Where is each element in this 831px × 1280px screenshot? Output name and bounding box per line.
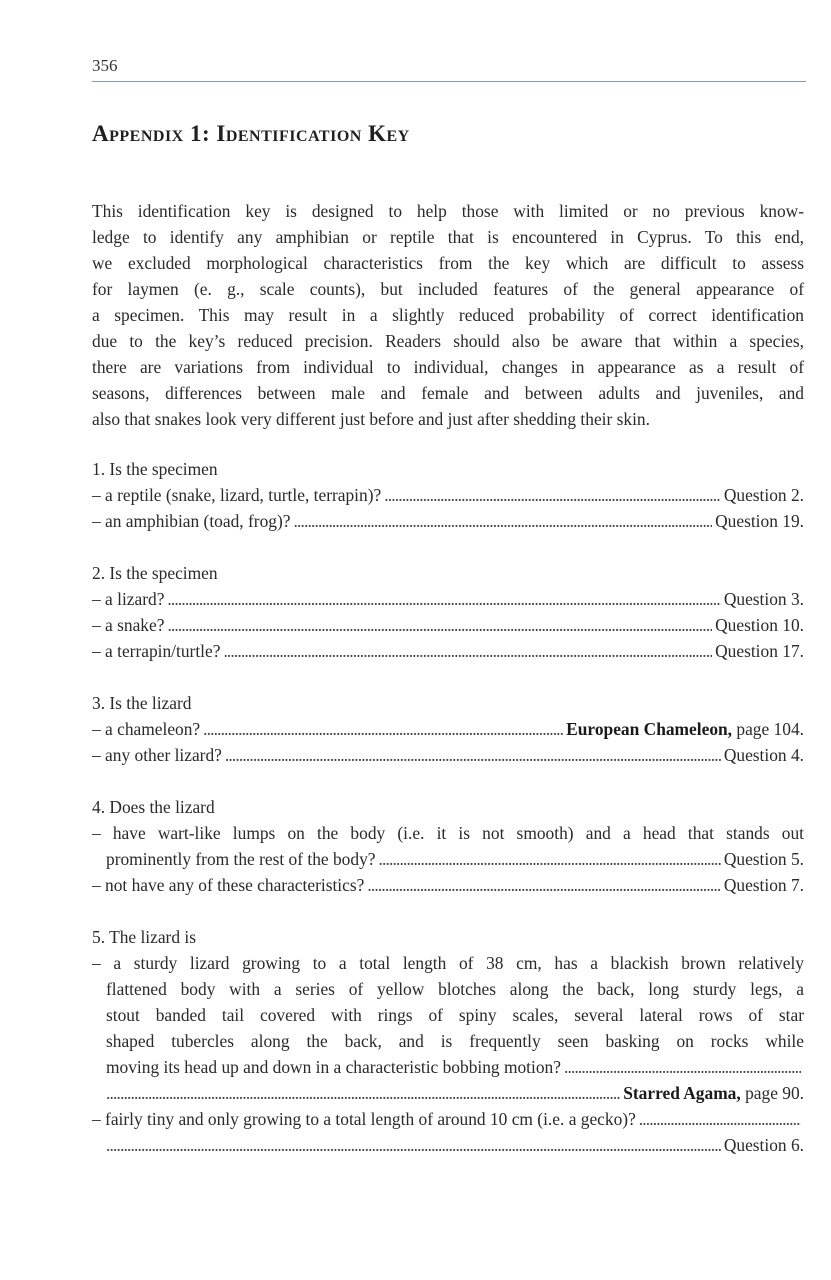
option-label: moving its head up and down in a characteristic bobbing motion? bbox=[106, 1057, 561, 1077]
option-label: – not have any of these characteristics? bbox=[92, 875, 365, 895]
key-option bbox=[92, 1080, 804, 1106]
option-text-line: stout banded tail covered with rings of spiny scales, several lateral rows of star bbox=[106, 1005, 804, 1025]
key-option bbox=[92, 612, 804, 638]
key-option bbox=[92, 1054, 804, 1080]
intro-paragraph bbox=[92, 198, 804, 432]
dot-leader bbox=[167, 612, 712, 638]
appendix-title: Appendix 1: Identification Key bbox=[92, 121, 410, 146]
key-option bbox=[92, 872, 804, 898]
option-target: Question 19. bbox=[715, 511, 804, 531]
intro-line: a specimen. This may result in a slightly reduced probability of correct identification bbox=[92, 305, 804, 325]
dot-leader bbox=[225, 742, 721, 768]
dot-leader bbox=[639, 1106, 801, 1132]
option-target: Question 3. bbox=[723, 589, 804, 609]
intro-line: due to the key’s reduced precision. Readers should also be aware that within a species, bbox=[92, 331, 804, 351]
option-label: prominently from the rest of the body? bbox=[106, 849, 376, 869]
option-target: Question 5. bbox=[723, 849, 804, 869]
option-label: – a snake? bbox=[92, 615, 165, 635]
option-text-line: flattened body with a series of yellow blotches along the back, long sturdy legs, a bbox=[106, 979, 804, 999]
key-option bbox=[92, 1132, 804, 1158]
question-heading: 1. Is the specimen bbox=[92, 459, 218, 479]
question-4 bbox=[92, 794, 804, 898]
question-3 bbox=[92, 690, 804, 768]
species-name: Starred Agama, bbox=[623, 1083, 741, 1103]
species-name: European Chameleon, bbox=[566, 719, 733, 739]
key-option bbox=[92, 586, 804, 612]
dot-leader bbox=[379, 846, 721, 872]
intro-line: also that snakes look very different just before and just after shedding their skin. bbox=[92, 409, 650, 429]
dot-leader bbox=[293, 508, 712, 534]
dot-leader bbox=[223, 638, 712, 664]
dot-leader bbox=[367, 872, 720, 898]
question-heading: 2. Is the specimen bbox=[92, 563, 218, 583]
option-target bbox=[566, 716, 804, 742]
question-heading: 5. The lizard is bbox=[92, 927, 196, 947]
question-5 bbox=[92, 924, 804, 1158]
dot-leader bbox=[203, 716, 563, 742]
dot-leader bbox=[564, 1054, 801, 1080]
option-target: Question 6. bbox=[723, 1135, 804, 1155]
option-target bbox=[623, 1080, 804, 1106]
identification-key bbox=[92, 456, 804, 1184]
option-label: – any other lizard? bbox=[92, 745, 222, 765]
option-target: Question 10. bbox=[715, 615, 804, 635]
option-label: – fairly tiny and only growing to a total length of around 10 cm (i.e. a gecko)? bbox=[92, 1109, 636, 1129]
intro-line: seasons, differences between male and female and between adults and juveniles, and bbox=[92, 383, 804, 403]
key-option bbox=[92, 846, 804, 872]
intro-line: This identification key is designed to help those with limited or no previous know- bbox=[92, 201, 804, 221]
dot-leader bbox=[106, 1132, 721, 1158]
option-text-line: – a sturdy lizard growing to a total length of 38 cm, has a blackish brown relatively bbox=[92, 953, 804, 973]
key-option bbox=[92, 742, 804, 768]
species-page: page 90. bbox=[740, 1083, 804, 1103]
option-text-line: – have wart-like lumps on the body (i.e. it is not smooth) and a head that stands out bbox=[92, 823, 804, 843]
question-heading: 3. Is the lizard bbox=[92, 693, 192, 713]
option-text-line: shaped tubercles along the back, and is frequently seen basking on rocks while bbox=[106, 1031, 804, 1051]
dot-leader bbox=[384, 482, 721, 508]
dot-leader bbox=[167, 586, 720, 612]
page-number: 356 bbox=[92, 56, 118, 75]
question-1 bbox=[92, 456, 804, 534]
species-page: page 104. bbox=[732, 719, 804, 739]
key-option bbox=[92, 1106, 804, 1132]
option-label: – a chameleon? bbox=[92, 719, 201, 739]
question-2 bbox=[92, 560, 804, 664]
option-label: – a terrapin/turtle? bbox=[92, 641, 221, 661]
option-target: Question 17. bbox=[715, 641, 804, 661]
option-label: – a lizard? bbox=[92, 589, 165, 609]
option-target: Question 4. bbox=[723, 745, 804, 765]
question-heading: 4. Does the lizard bbox=[92, 797, 215, 817]
intro-line: there are variations from individual to individual, changes in appearance as a result of bbox=[92, 357, 804, 377]
intro-line: for laymen (e. g., scale counts), but included features of the general appearance of bbox=[92, 279, 804, 299]
intro-line: we excluded morphological characteristics from the key which are difficult to assess bbox=[92, 253, 804, 273]
option-target: Question 2. bbox=[723, 485, 804, 505]
option-label: – an amphibian (toad, frog)? bbox=[92, 511, 291, 531]
key-option bbox=[92, 482, 804, 508]
key-option bbox=[92, 716, 804, 742]
option-target: Question 7. bbox=[723, 875, 804, 895]
key-option bbox=[92, 508, 804, 534]
dot-leader bbox=[106, 1080, 620, 1106]
key-option bbox=[92, 638, 804, 664]
header-rule bbox=[92, 81, 806, 82]
intro-line: ledge to identify any amphibian or reptile that is encountered in Cyprus. To this end, bbox=[92, 227, 804, 247]
option-label: – a reptile (snake, lizard, turtle, terrapin)? bbox=[92, 485, 382, 505]
